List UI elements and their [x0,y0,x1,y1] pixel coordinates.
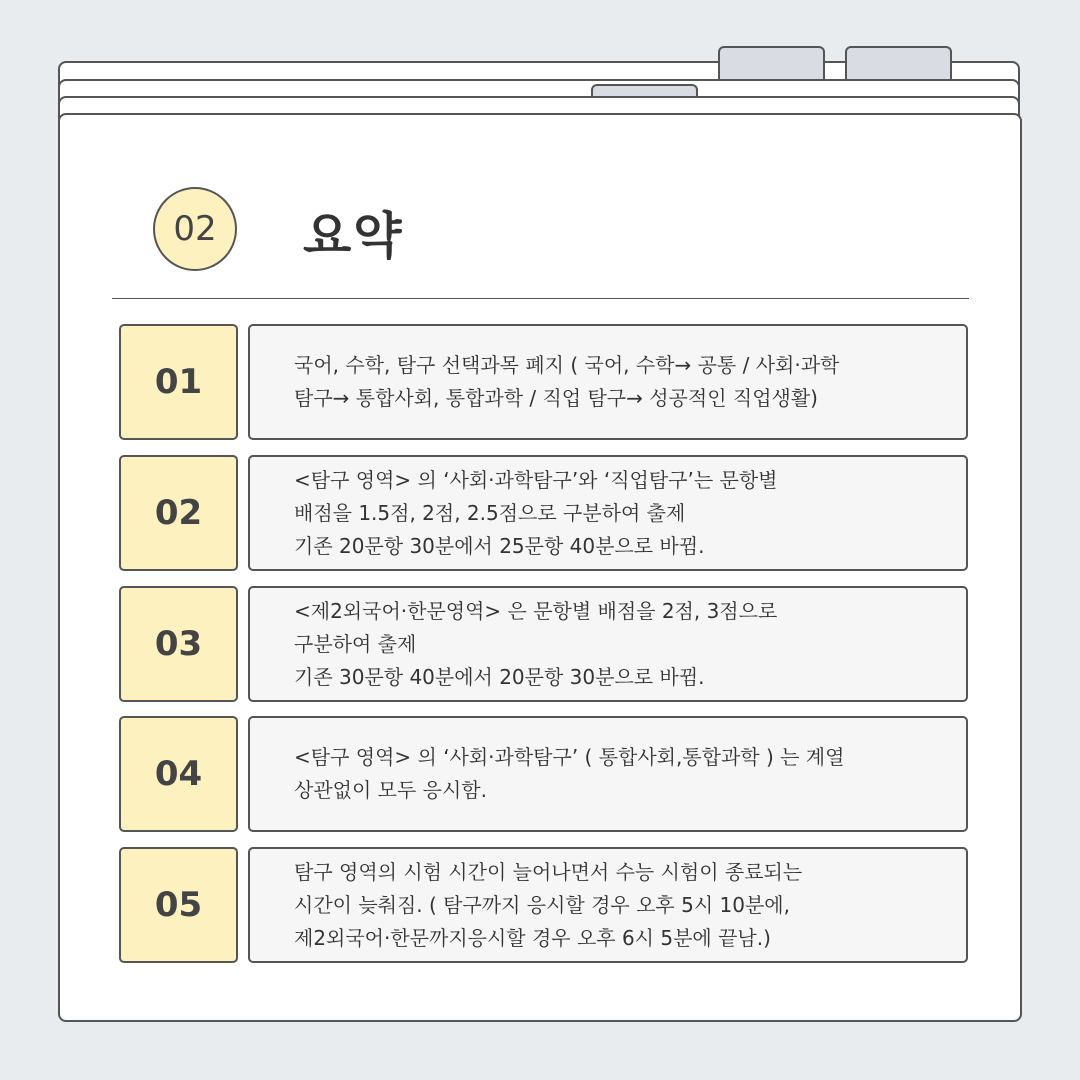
item-text-line: 탐구→ 통합사회, 통합과학 / 직업 탐구→ 성공적인 직업생활) [294,386,818,410]
item-text-line: 상관없이 모두 응시함. [294,778,487,802]
summary-item [119,716,969,832]
item-text-box [248,716,968,832]
summary-item [119,847,969,963]
item-text-line: 배점을 1.5점, 2점, 2.5점으로 구분하여 출제 [294,500,686,525]
folder-tab [845,46,952,80]
item-number: 01 [119,324,238,440]
summary-item [119,586,969,702]
item-text-line: <탐구 영역> 의 ‘사회·과학탐구’ ( 통합사회,통합과학 ) 는 계열 [294,745,845,769]
item-text-line: 탐구 영역의 시험 시간이 늘어나면서 수능 시험이 종료되는 [294,859,803,884]
item-number: 04 [119,716,238,832]
item-text-line: 기존 20문항 30분에서 25문항 40분으로 바뀜. [294,533,705,558]
section-title: 요약 [303,207,404,265]
item-number: 02 [119,455,238,571]
folder-tab [718,46,825,80]
item-text-line: 국어, 수학, 탐구 선택과목 폐지 ( 국어, 수학→ 공통 / 사회·과학 [294,353,840,377]
summary-item [119,455,969,571]
summary-item [119,324,969,440]
item-text-line: 시간이 늦춰짐. ( 탐구까지 응시할 경우 오후 5시 10분에, [294,892,790,917]
section-number-badge: 02 [153,187,237,271]
item-text-line: 기존 30문항 40분에서 20문항 30분으로 바뀜. [294,664,705,689]
item-text-line: 구분하여 출제 [294,631,417,656]
item-number: 03 [119,586,238,702]
item-text-box [248,586,968,702]
item-text-box [248,847,968,963]
item-text-box [248,324,968,440]
item-text-line: <탐구 영역> 의 ‘사회·과학탐구’와 ‘직업탐구’는 문항별 [294,467,778,492]
divider [112,298,969,299]
item-text-line: <제2외국어·한문영역> 은 문항별 배점을 2점, 3점으로 [294,598,778,623]
item-number: 05 [119,847,238,963]
item-text-box [248,455,968,571]
item-text-line: 제2외국어·한문까지응시할 경우 오후 6시 5분에 끝남.) [294,925,771,950]
